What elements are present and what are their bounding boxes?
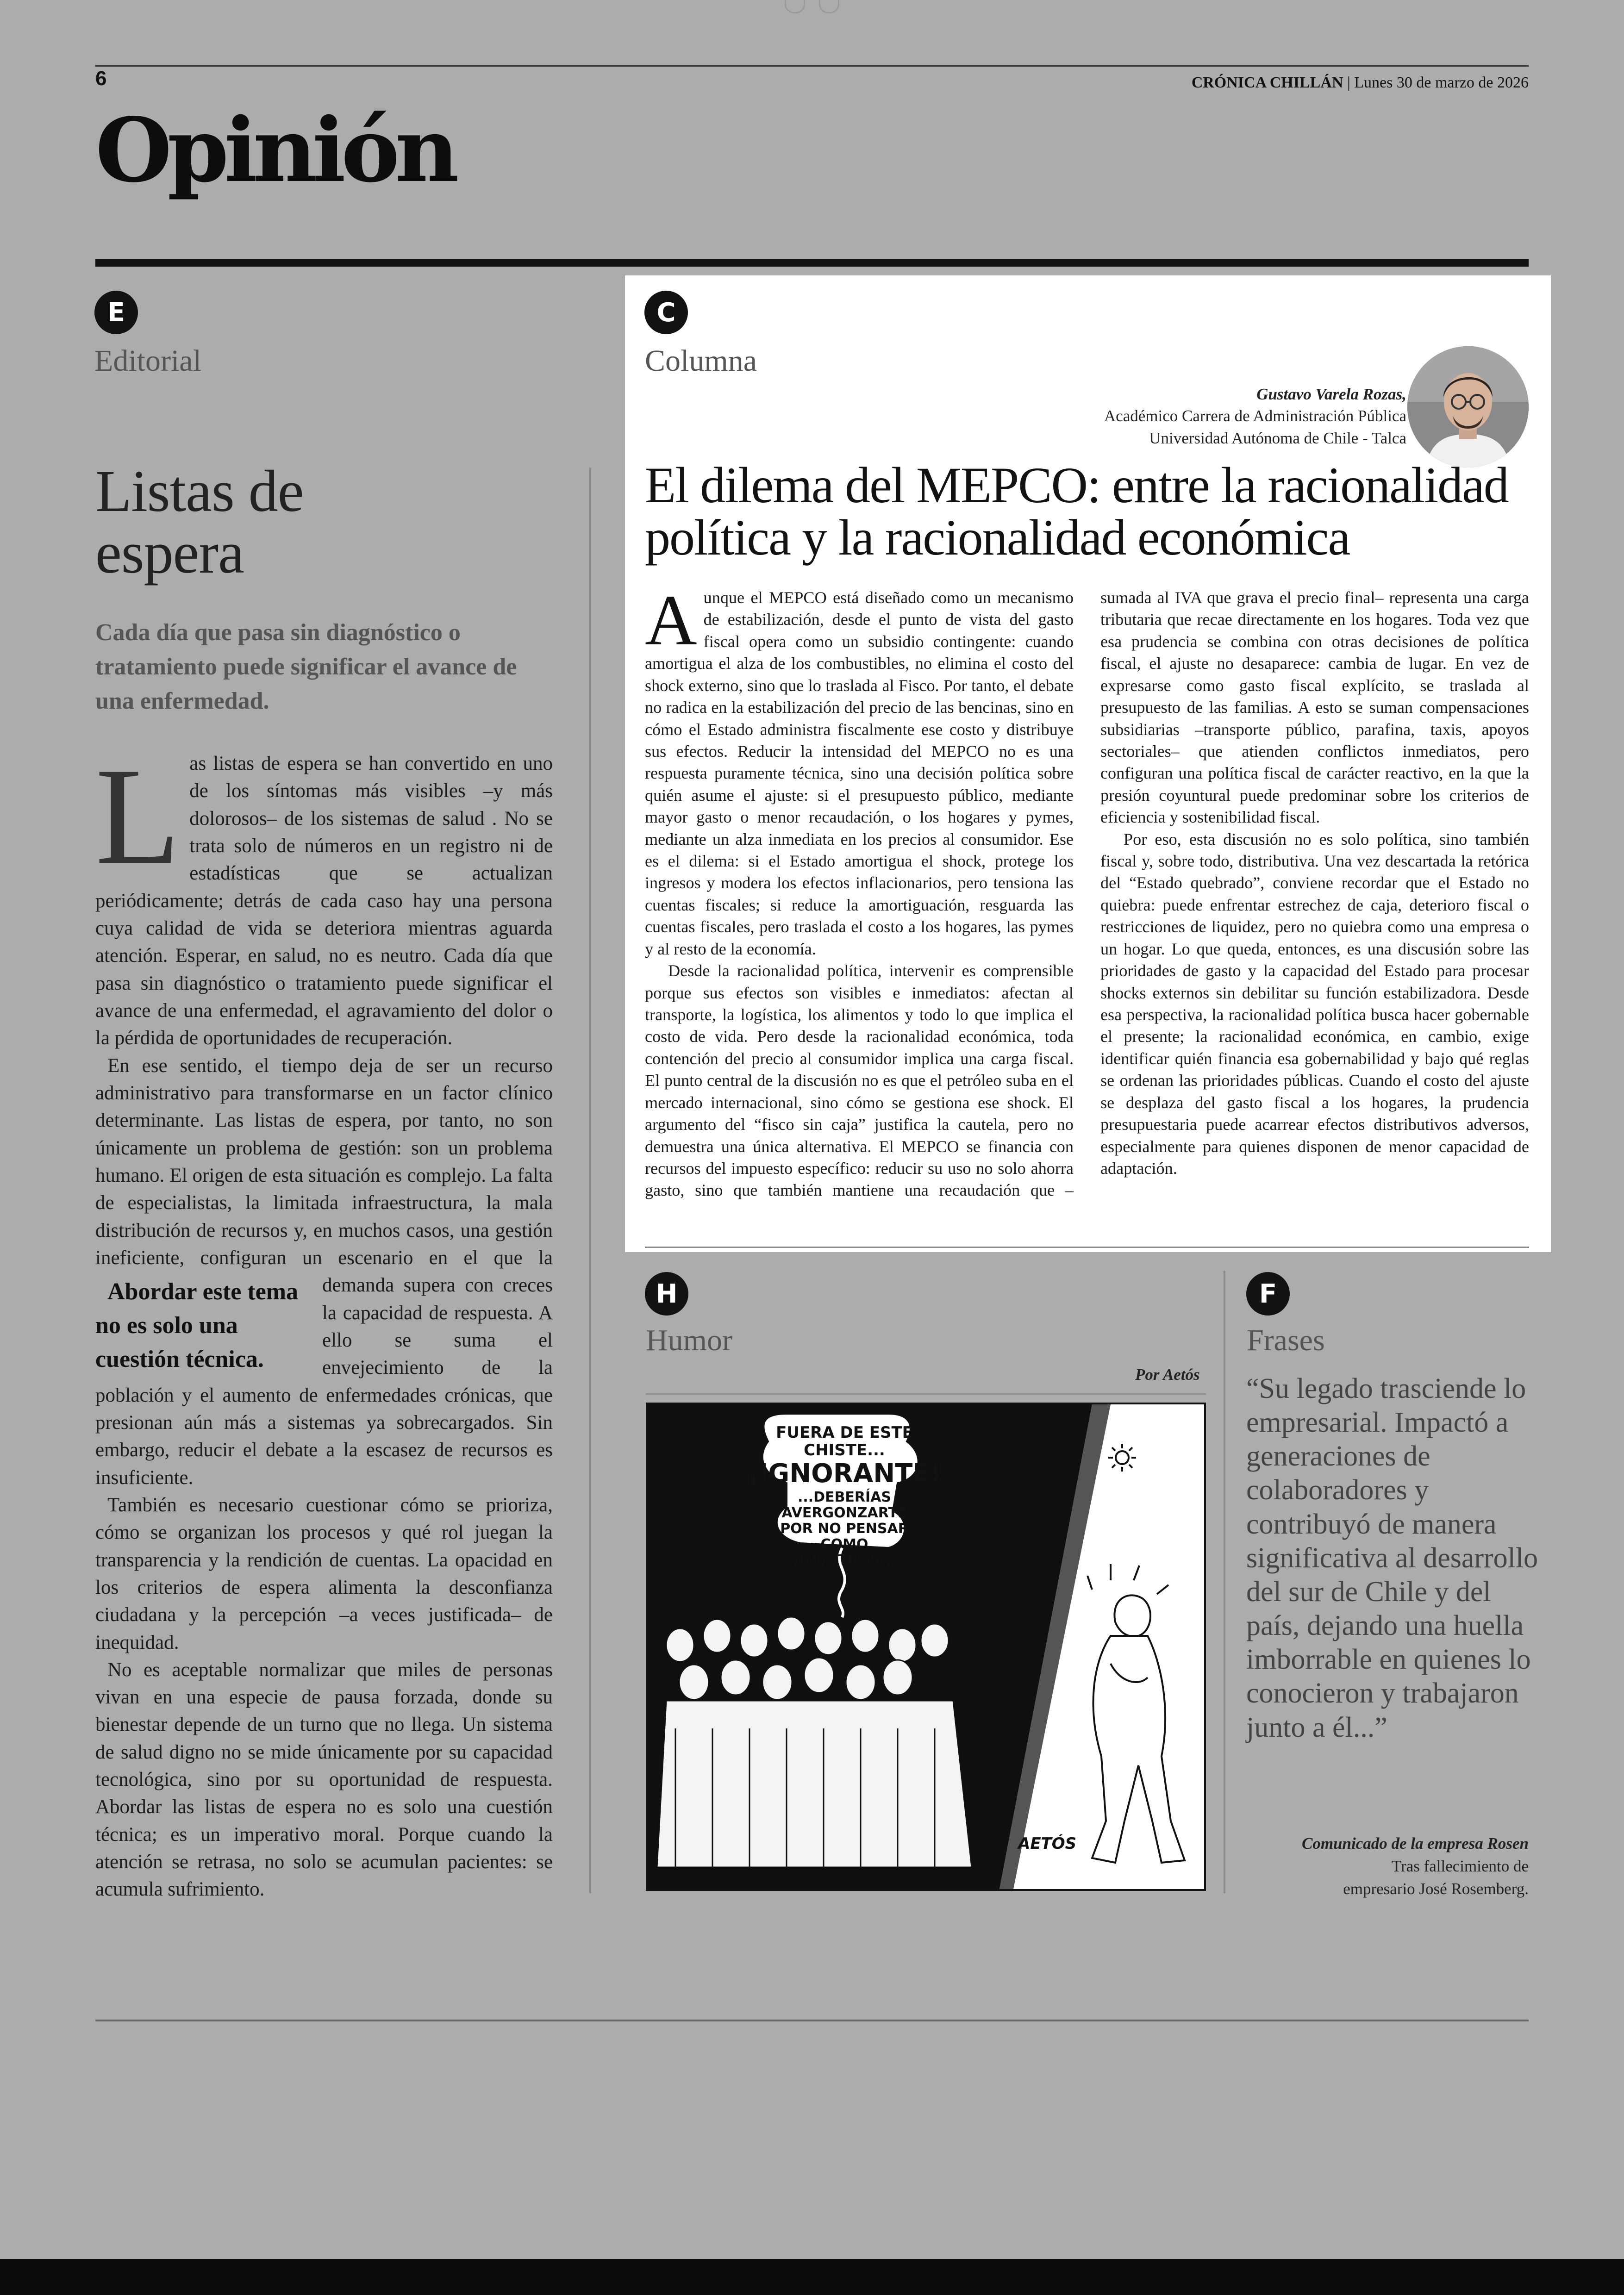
column-byline: [1104, 383, 1406, 449]
header-publication-date: [1192, 74, 1529, 92]
bubble-shout: ¡IGNORANTE!: [746, 1459, 943, 1489]
column-body: [645, 580, 1529, 1235]
frases-kicker: Frases: [1247, 1323, 1325, 1357]
bubble-line: POR NO PENSAR: [780, 1521, 909, 1537]
quote-source: Comunicado de la empresa Rosen: [1301, 1834, 1529, 1852]
column-kicker: Columna: [645, 344, 757, 378]
editorial-paragraph-text: el que la demanda supera con creces la capacidad de respuesta. A ello se suma el envejecimiento de la población y el aumento de enfermedades crónicas, que presionan aún más a sistemas ya sobrecargados. Sin embargo, reducir el debate a la escasez de recursos es insuficiente.: [95, 1247, 553, 1489]
cartoon-signature: AETÓS: [1018, 1834, 1077, 1853]
header-separator: |: [1347, 74, 1350, 91]
next-page-icon[interactable]: [819, 0, 839, 13]
cartoon-credit: Por Aetós: [1135, 1366, 1200, 1384]
viewer-bottom-bar: [0, 2259, 1624, 2295]
editorial-divider: [589, 468, 591, 1893]
editorial-pullquote: Abordar este tema no es solo una cuestión técnica.: [95, 1278, 299, 1372]
editorial-dropcap: L: [95, 739, 181, 893]
bubble-line: AVERGONZARTE: [781, 1505, 907, 1521]
page-nav[interactable]: [780, 0, 844, 14]
column-badge: C: [644, 291, 688, 334]
author-organization: Universidad Autónoma de Chile - Talca: [1149, 429, 1406, 447]
footer-rule: [95, 2020, 1529, 2021]
bubble-line: CHISTE...: [804, 1441, 885, 1459]
quote-context: Tras fallecimiento de: [1391, 1857, 1529, 1875]
editorial-paragraph: [95, 739, 553, 1052]
editorial-paragraph: No es aceptable normalizar que miles de personas vivan en una especie de pausa forzada, donde su bienestar depende de un turno que no llega. Un sistema de salud digno no se mide únicamente por su capacidad tecnológica, sino por su oportunidad de respuesta. Abordar las listas de espera no es solo una cuestión técnica; es un imperativo moral. Porque cuando la atención se retrasa, no solo se acumulan pacientes: se acumula sufrimiento.: [95, 1659, 553, 1901]
publication-date: Lunes 30 de marzo de 2026: [1354, 74, 1529, 91]
editorial-paragraph: [95, 1052, 553, 1491]
editorial-paragraph: También es necesario cuestionar cómo se prioriza, cómo se organizan los procesos y qué rol juegan la transparencia y la rendición de cuentas. La opacidad en los criterios de espera alimenta la desconfianza ciudadana y la percepción –a veces justificada– de inequidad.: [95, 1494, 553, 1653]
humor-divider: [1224, 1271, 1225, 1893]
frases-quote: “Su legado trasciende lo empresarial. Impactó a generaciones de colaboradores y contribuyó de manera significativa al desarrollo del sur de Chile y del país, dejando una huella imborrable en quienes lo conocieron y trabajaron junto a él...”: [1246, 1373, 1538, 1743]
column-paragraph: Desde la racionalidad política, intervenir es comprensible porque sus efectos son visibles e inmediatos: afectan al transporte, la logística, los alimentos y todo lo que implica el costo de vida. Pero desde la racionalidad económica, toda contención del precio al consumidor implica una carga fiscal. El punto central de la discusión no es que el petróleo suba en el mercado internacional, sino cómo se gestiona ese shock. El argumento del “fisco sin caja” justifica la cautela, pero no demuestra una única alternativa. El MEPCO se financia con recursos del impuesto específico: reducir su uso no solo ahorra gasto, sino que también mantiene una recaudación que –sumada al IVA que grava el precio final– representa una carga tributaria que recae directamente en los hogares. Toda vez que esa prudencia se combina con otras decisiones de política fiscal, el ajuste no desaparece: cambia de lugar. En vez de expresarse como gasto fiscal explícito, se traslada al presupuesto de las familias. A esto se suman compensaciones subsidiarias –transporte público, parafina, taxis, apoyos sectoriales– que atienden conflictos inmediatos, pero configuran una política fiscal de carácter reactivo, en la que la presión coyuntural puede predominar sobre los criterios de eficiencia y sostenibilidad fiscal.: [645, 588, 1529, 1200]
bubble-line: ...DEBERÍAS: [797, 1489, 892, 1505]
editorial-kicker: Editorial: [94, 344, 201, 378]
page-number: 6: [95, 67, 107, 90]
cartoon-illustration: [648, 1404, 1204, 1889]
frases-attribution: [1302, 1832, 1529, 1900]
editorial-title-line: espera: [95, 520, 244, 586]
header-rule: [95, 65, 1529, 67]
editorial-subtitle: Cada día que pasa sin diagnóstico o tratamiento puede significar el avance de una enfermedad.: [95, 619, 517, 714]
bubble-line: FUERA DE ESTE: [776, 1423, 913, 1442]
author-name: Gustavo Varela Rozas,: [1256, 385, 1406, 403]
bubble-line: COMO: [820, 1536, 868, 1553]
editorial-paragraph-text: as listas de espera se han convertido en uno de los síntomas más visibles –y más dolorosos– de los sistemas de salud . No se trata solo de números en un registro ni de estadísticas que se actualizan periódicamente; detrás de cada caso hay una persona cuya calidad de vida se deteriora mientras aguarda atención. Esperar, en salud, no es neutro. Cada día que pasa sin diagnóstico o tratamiento puede significar el avance de una enfermedad, el agravamiento del dolor o la pérdida de oportunidades de recuperación.: [95, 753, 553, 1049]
author-photo: [1407, 346, 1529, 468]
humor-cartoon: [646, 1403, 1206, 1891]
editorial-title-line: Listas de: [95, 458, 304, 524]
section-rule: [95, 259, 1529, 267]
bubble-line: NOSOTROS...: [793, 1552, 896, 1568]
humor-rule: [646, 1393, 1206, 1395]
humor-kicker: Humor: [646, 1323, 732, 1357]
author-photo-illustration: [1407, 346, 1529, 468]
column-paragraph: [645, 580, 1074, 960]
editorial-title: [95, 458, 558, 586]
editorial-paragraph-text: En ese sentido, el tiempo deja de ser un recurso administrativo para transformarse en un factor clínico determinante. Las listas de espera, por tanto, no son únicamente un problema de gestión: son un problema humano. El origen de esta situación es complejo. La falta de especialistas, la limitada infraestructura, la mala distribución de recursos y, en muchos casos, una gestión ineficiente, configuran un escenario en: [95, 1054, 553, 1269]
column-title: El dilema del MEPCO: entre la racionalidad política y la racionalidad económica: [645, 457, 1508, 566]
publication-name: CRÓNICA CHILLÁN: [1191, 74, 1343, 91]
frases-badge: F: [1246, 1272, 1290, 1316]
column-paragraph-text: unque el MEPCO está diseñado como un mecanismo de estabilización, desde el punto de vista del gasto fiscal opera como un subsidio contingente: cuando amortigua el alza de los combustibles, no elimina el costo del shock externo, sino que lo traslada al Fisco. Por tanto, el debate no radica en la estabilización del precio de las bencinas, sino en cómo el Estado administra fiscalmente ese costo y distribuye sus efectos. Reducir la intensidad del MEPCO no es una respuesta puramente técnica, sino una decisión política sobre quién asume el ajuste: si el presupuesto público, mediante mayor gasto o menor recaudación, o los hogares y pymes, mediante un alza inmediata en los precios al consumidor. Ese es el dilema: si el Estado amortigua el shock, protege los ingresos y modera los efectos inflacionarios, pero tensiona las cuentas fiscales; si reduce la amortiguación, resguarda las cuentas fiscales, pero traslada el costo a los hogares, las pymes y al resto de la economía.: [645, 588, 1074, 958]
section-title: Opinión: [95, 99, 455, 202]
editorial-badge: E: [94, 291, 138, 334]
quote-context: empresario José Rosemberg.: [1343, 1880, 1529, 1898]
humor-badge: H: [645, 1272, 688, 1316]
editorial-body: [95, 739, 553, 1903]
column-bottom-rule: [645, 1247, 1529, 1248]
author-role: Académico Carrera de Administración Pública: [1104, 407, 1406, 425]
column-dropcap: A: [645, 580, 697, 660]
column-paragraph: Por eso, esta discusión no es solo política, sino también fiscal y, sobre todo, distributiva. Una vez descartada la retórica del “Estado quebrado”, conviene recordar que el Estado no quiebra: puede enfrentar estrechez de caja, deterioro fiscal o restricciones de liquidez, pero no quiebra como una empresa o un hogar. Lo que queda, entonces, es una discusión sobre las prioridades de gasto y la capacidad del Estado para procesar shocks externos sin debilitar su función estabilizadora. Desde esa perspectiva, la racionalidad política busca hacer gobernable el presente; la racionalidad económica, en cambio, exige identificar quién financia esa gobernabilidad y bajo qué reglas se ordenan las prioridades públicas. Cuando el costo del ajuste se desplaza del gasto fiscal a los hogares, la prudencia presupuestaria puede acarrear efectos distributivos adversos, especialmente para quienes disponen de menor capacidad de adaptación.: [1100, 829, 1529, 1178]
prev-page-icon[interactable]: [785, 0, 805, 13]
